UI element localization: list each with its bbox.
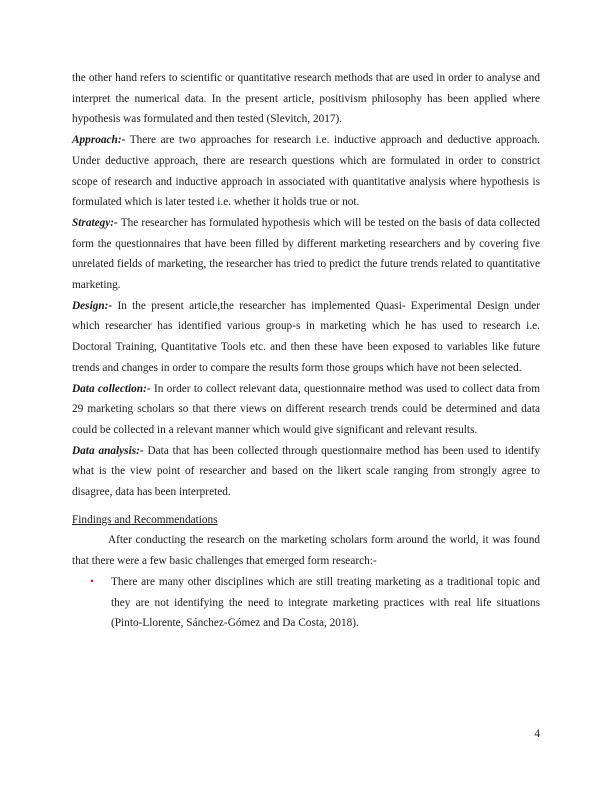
data-collection-term: Data collection:- xyxy=(72,382,151,395)
strategy-paragraph xyxy=(72,213,540,296)
approach-text: There are two approaches for research i.e. inductive approach and deductive approach. Under deductive approach, there are research questions which are formulated in order to constrict scope of research and inductive approach in associated with quantitative analysis where hypothesis is formulated which is later tested i.e. whether it holds true or not. xyxy=(72,134,540,209)
findings-bullet-list xyxy=(72,572,540,634)
data-collection-paragraph xyxy=(72,379,540,441)
data-analysis-text: Data that has been collected through questionnaire method has been used to identify what is the view point of researcher and based on the likert scale ranging from strongly agree to disagree, data has been interpreted. xyxy=(72,444,540,499)
design-paragraph xyxy=(72,296,540,379)
list-item xyxy=(72,572,540,634)
strategy-term: Strategy:- xyxy=(72,216,118,229)
data-analysis-paragraph xyxy=(72,441,540,503)
data-collection-text: In order to collect relevant data, questionnaire method was used to collect data from 29 marketing scholars so that there views on different research trends could be determined and data could be collected in a relevant manner which would give significant and relevant results. xyxy=(72,382,540,436)
bullet-text: There are many other disciplines which are still treating marketing as a traditional topic and they are not identifying the need to integrate marketing practices with real life situations (Pinto-Llorente, Sánchez-Gómez and Da Costa, 2018). xyxy=(111,575,540,630)
findings-intro-paragraph: After conducting the research on the marketing scholars form around the world, it was found that there were a few basic challenges that emerged form research:- xyxy=(72,534,540,568)
bullet-icon: • xyxy=(90,575,94,588)
approach-term: Approach:- xyxy=(72,134,126,147)
intro-paragraph: the other hand refers to scientific or quantitative research methods that are used in order to analyse and interpret the numerical data. In the present article, positivism philosophy has been applied where hypothesis was formulated and then tested (Slevitch, 2017). xyxy=(72,72,540,126)
strategy-text: The researcher has formulated hypothesis which will be tested on the basis of data collected form the questionnaires that have been filled by different marketing researchers and by covering five unrelated fields of marketing, the researcher has tried to predict the future trends related to quantitative marketing. xyxy=(72,216,540,292)
page-number: 4 xyxy=(534,728,540,740)
design-term: Design:- xyxy=(72,299,113,312)
approach-paragraph xyxy=(72,130,540,213)
data-analysis-term: Data analysis:- xyxy=(72,444,144,457)
design-text: In the present article,the researcher has implemented Quasi- Experimental Design under which researcher has identified various group-s in marketing which he has used to research i.e. Doctoral Training, Quantitative Tools etc. and then these have been exposed to variables like future trends and changes in order to compare the results form those groups which have not been selected. xyxy=(72,299,540,374)
document-page xyxy=(72,68,540,634)
findings-heading: Findings and Recommendations xyxy=(72,513,218,526)
